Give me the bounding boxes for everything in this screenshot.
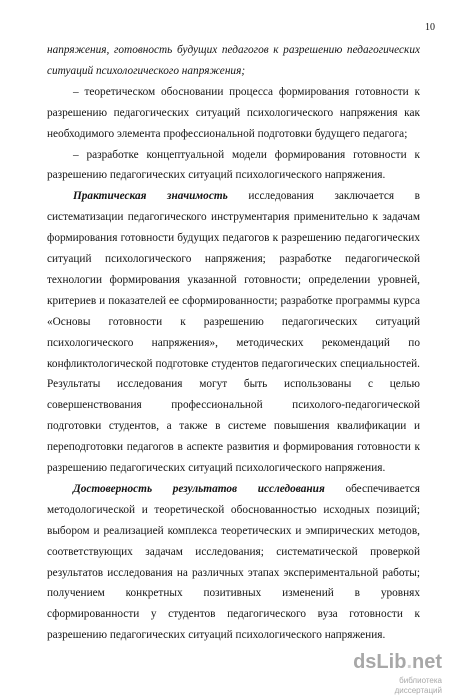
text-line (47, 270, 420, 290)
line-text: исследования заключается в (248, 190, 420, 203)
text-line (47, 207, 420, 227)
line-text: систематизации педагогического инструментария применительно к задачам (47, 211, 420, 224)
text-line (47, 583, 420, 603)
text-line (47, 354, 420, 374)
section-lead: Практическая значимость (73, 190, 228, 203)
line-text: напряжения, готовность будущих педагогов к разрешению педагогических (47, 44, 420, 56)
text-line (47, 82, 420, 102)
text-line (47, 333, 420, 353)
line-text: конфликтологической подготовке студентов педагогических специальностей. (47, 357, 420, 370)
text-line (47, 374, 420, 394)
text-line (47, 500, 420, 520)
line-text: выбором и реализацией комплекса теоретических и эмпирических методов, (47, 524, 420, 537)
text-line (47, 458, 420, 478)
watermark-subtitle: библиотека диссертаций (394, 676, 442, 695)
line-text: критериев и показателей ее сформированности; разработке программы курса (47, 294, 420, 307)
section-lead: Достоверность результатов исследования (73, 482, 325, 495)
watermark (350, 650, 450, 700)
line-text: технологии формирования указанной готовности; определении уровней, (47, 273, 420, 286)
text-line (47, 479, 420, 499)
text-line (47, 103, 420, 123)
text-line (47, 521, 420, 541)
text-line (47, 395, 420, 415)
line-text: формирования готовности будущих педагогов к разрешению педагогических (47, 232, 420, 245)
text-line (47, 40, 420, 60)
text-line (47, 416, 420, 436)
line-text: подготовки студентов, а также в системе повышения квалификации и (47, 420, 420, 433)
text-line (47, 542, 420, 562)
text-line (47, 61, 420, 81)
line-text: ситуаций психологического напряжения; разработке педагогической (47, 253, 420, 265)
watermark-logo: dsLib.net (353, 651, 442, 673)
text-line (47, 625, 420, 645)
line-text: – разработке концептуальной модели формирования готовности к (73, 148, 420, 161)
text-line (47, 312, 420, 332)
line-text: результатов исследования на различных этапах экспериментальной работы; (47, 566, 420, 579)
line-text: «Основы готовности к разрешению педагогических ситуаций (47, 315, 420, 328)
line-text: психологического напряжения», методических рекомендаций по (47, 336, 420, 349)
line-text: разрешению педагогических ситуаций психологического напряжения как (47, 106, 420, 119)
text-line (47, 145, 420, 165)
line-text: разрешению педагогических ситуаций психологического напряжения. (47, 169, 386, 182)
text-line (47, 186, 420, 206)
page-number: 10 (425, 22, 435, 33)
line-text: совершенствования профессиональной психолого-педагогической (47, 399, 420, 412)
line-text: разрешению педагогических ситуаций психологического напряжения. (47, 462, 386, 474)
text-line (47, 249, 420, 269)
text-line (47, 228, 420, 248)
line-text: переподготовки педагогов в аспекте развития и формирования готовности к (47, 441, 420, 454)
text-line (47, 604, 420, 624)
text-line (47, 165, 420, 185)
line-text: получением конкретных позитивных изменений в уровнях (47, 587, 420, 600)
text-line (47, 563, 420, 583)
line-text: обеспечивается (345, 482, 420, 495)
line-text: методологической и теоретической обоснованностью исходных позиций; (47, 503, 420, 516)
text-line (47, 437, 420, 457)
line-text: необходимого элемента профессиональной подготовки будущего педагога; (47, 127, 408, 140)
line-text: соответствующих задачам исследования; систематической проверкой (47, 545, 420, 558)
line-text: – теоретическом обосновании процесса формирования готовности к (73, 85, 420, 98)
line-text: ситуаций психологического напряжения; (47, 64, 246, 77)
line-text: Результаты исследования могут быть использованы с целью (47, 378, 420, 391)
line-text: сформированности у студентов педагогического вуза готовности к (47, 608, 420, 621)
text-line (47, 291, 420, 311)
text-line (47, 124, 420, 144)
line-text: разрешению педагогических ситуаций психологического напряжения. (47, 629, 386, 642)
